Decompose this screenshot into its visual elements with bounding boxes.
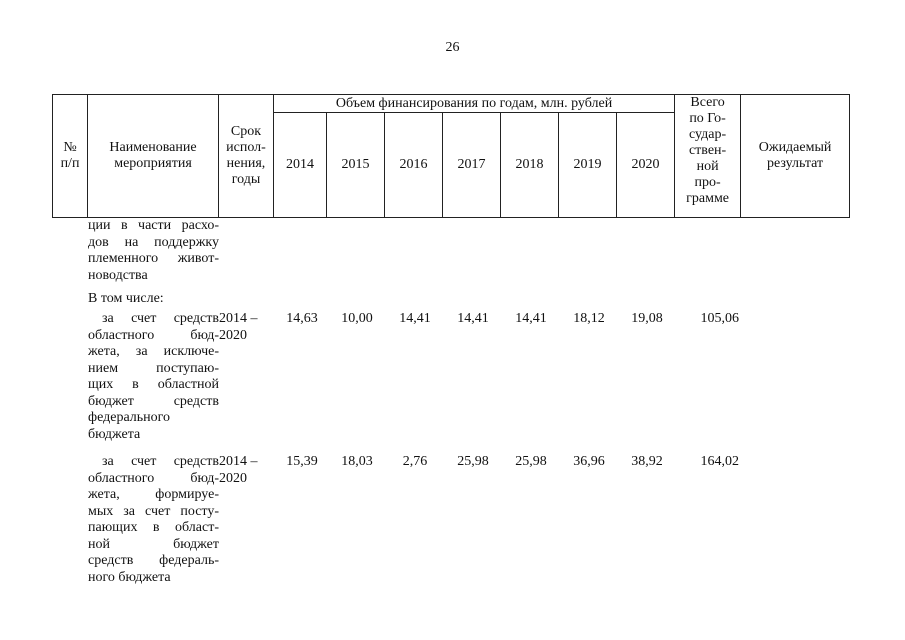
- row-2-term: 2014 – 2020: [219, 454, 258, 486]
- row-1-value-2019: 18,12: [573, 311, 605, 326]
- row-2-value-2014: 15,39: [286, 454, 318, 469]
- row-2-description: за счет средств областного бюд- жета, формируе- мых за счет посту- пающих в област- ной бюджет средств федераль- ного бюджета: [88, 454, 219, 585]
- table-header: [52, 94, 850, 218]
- in-total-label: В том числе:: [88, 291, 164, 306]
- row-2-value-2017: 25,98: [457, 454, 489, 469]
- header-year: 2020: [617, 113, 675, 218]
- row-2-total: 164,02: [700, 454, 739, 469]
- continuation-text: ции в части расхо- дов на поддержку племенного живот- новодства: [88, 218, 219, 283]
- header-col-result: Ожидаемый результат: [741, 95, 850, 218]
- header-col-number: № п/п: [53, 95, 88, 218]
- row-2-value-2016: 2,76: [402, 454, 428, 469]
- row-2-value-2018: 25,98: [515, 454, 547, 469]
- row-1-value-2015: 10,00: [341, 311, 373, 326]
- header-col-term: Срок испол- нения, годы: [219, 95, 274, 218]
- row-2-value-2019: 36,96: [573, 454, 605, 469]
- header-funding-title: Объем финансирования по годам, млн. рублей: [274, 95, 675, 113]
- header-year: 2017: [443, 113, 501, 218]
- page-number: 26: [445, 40, 460, 55]
- row-1-value-2018: 14,41: [515, 311, 547, 326]
- row-2-value-2020: 38,92: [631, 454, 663, 469]
- row-1-value-2014: 14,63: [286, 311, 318, 326]
- row-1-total: 105,06: [700, 311, 739, 326]
- header-year: 2019: [559, 113, 617, 218]
- header-year: 2015: [327, 113, 385, 218]
- row-1-description: за счет средств областного бюд- жета, за исключе- нием поступаю- щих в областной бюджет средств федерального бюджета: [88, 311, 219, 442]
- header-year: 2018: [501, 113, 559, 218]
- row-1-value-2020: 19,08: [631, 311, 663, 326]
- row-2-value-2015: 18,03: [341, 454, 373, 469]
- row-1-value-2016: 14,41: [399, 311, 431, 326]
- header-col-total: Всего по Го- судар- ствен- ной про- грамме: [675, 95, 741, 218]
- header-year: 2014: [274, 113, 327, 218]
- row-1-value-2017: 14,41: [457, 311, 489, 326]
- header-year: 2016: [385, 113, 443, 218]
- header-col-name: Наименование мероприятия: [88, 95, 219, 218]
- row-1-term: 2014 – 2020: [219, 311, 258, 343]
